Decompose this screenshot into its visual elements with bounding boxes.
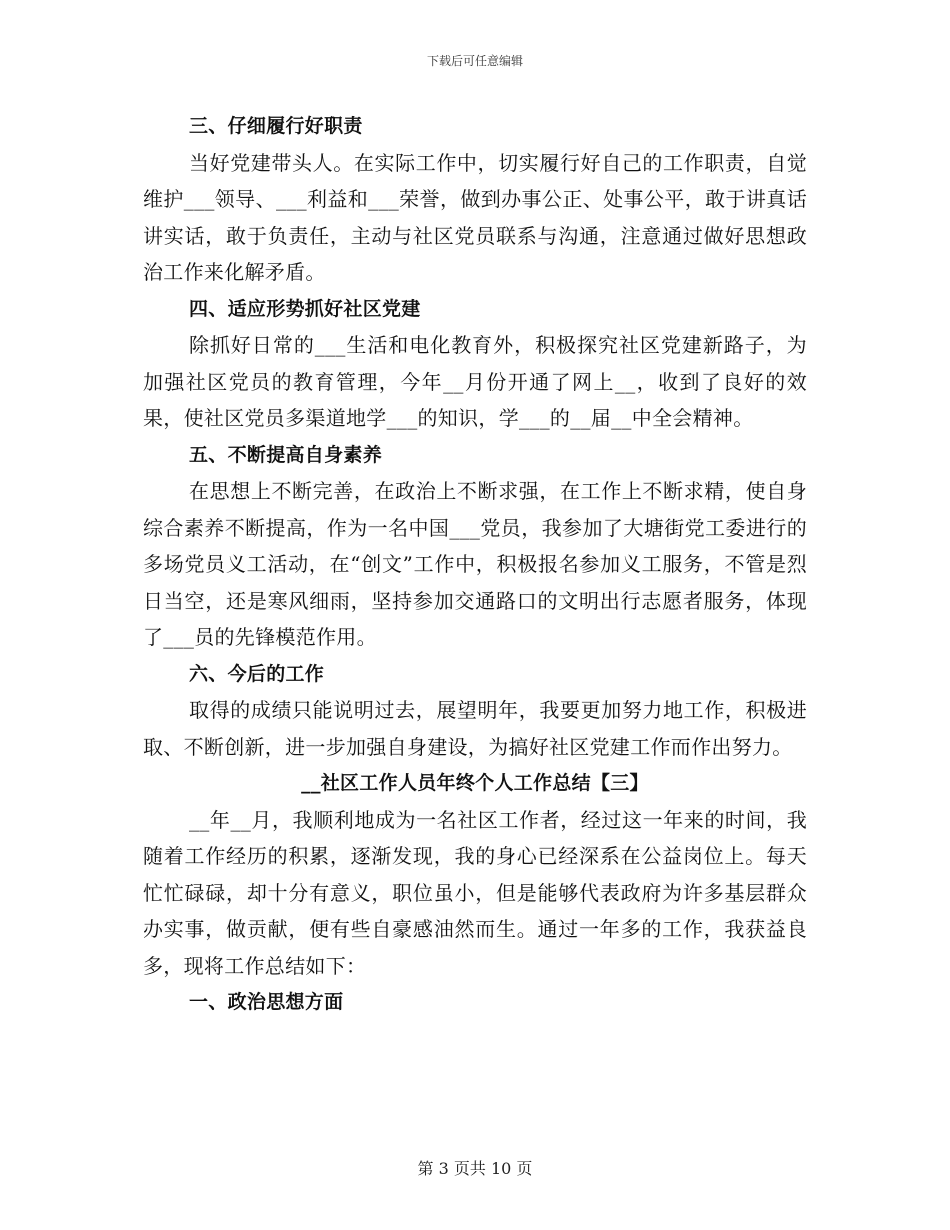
paragraph-section-5: 在思想上不断完善，在政治上不断求强，在工作上不断求精，使自身综合素养不断提高，作为一名中国___党员，我参加了大塘街党工委进行的多场党员义工活动，在“创文”工作中，积极报名参加义工服务，不管是烈日当空，还是寒风细雨，坚持参加交通路口的文明出行志愿者服务，体现了___员的先锋模范作用。	[143, 479, 807, 649]
paragraph-section-6: 取得的成绩只能说明过去，展望明年，我要更加努力地工作，积极进取、不断创新，进一步加强自身建设，为搞好社区党建工作而作出努力。	[143, 698, 807, 759]
heading-section-4: 四、适应形势抓好社区党建	[189, 297, 421, 320]
paragraph-intro: __年__月，我顺利地成为一名社区工作者，经过这一年来的时间，我随着工作经历的积累，逐渐发现，我的身心已经深系在公益岗位上。每天忙忙碌碌，却十分有意义，职位虽小，但是能够代表政府为许多基层群众办实事，做贡献，便有些自豪感油然而生。通过一年多的工作，我获益良多，现将工作总结如下：	[143, 807, 807, 978]
heading-political-thought: 一、政治思想方面	[189, 991, 344, 1013]
heading-section-5: 五、不断提高自身素养	[189, 443, 383, 466]
document-body	[143, 108, 807, 1021]
page-number: 第 3 页共 10 页	[417, 1159, 533, 1178]
heading-section-3: 三、仔细履行好职责	[189, 115, 363, 137]
document-section-title: __社区工作人员年终个人工作总结【三】	[301, 772, 649, 794]
paragraph-section-4: 除抓好日常的___生活和电化教育外，积极探究社区党建新路子，为加强社区党员的教育管理，今年__月份开通了网上__，收到了良好的效果，使社区党员多渠道地学___的知识，学___的__届__中全会精神。	[143, 333, 807, 430]
paragraph-section-3: 当好党建带头人。在实际工作中，切实履行好自己的工作职责，自觉维护___领导、___利益和___荣誉，做到办事公正、处事公平，敢于讲真话讲实话，敢于负责任，主动与社区党员联系与沟通，注意通过做好思想政治工作来化解矛盾。	[143, 150, 807, 284]
heading-section-6: 六、今后的工作	[189, 662, 325, 685]
page-header: 下载后可任意编辑	[426, 54, 523, 68]
